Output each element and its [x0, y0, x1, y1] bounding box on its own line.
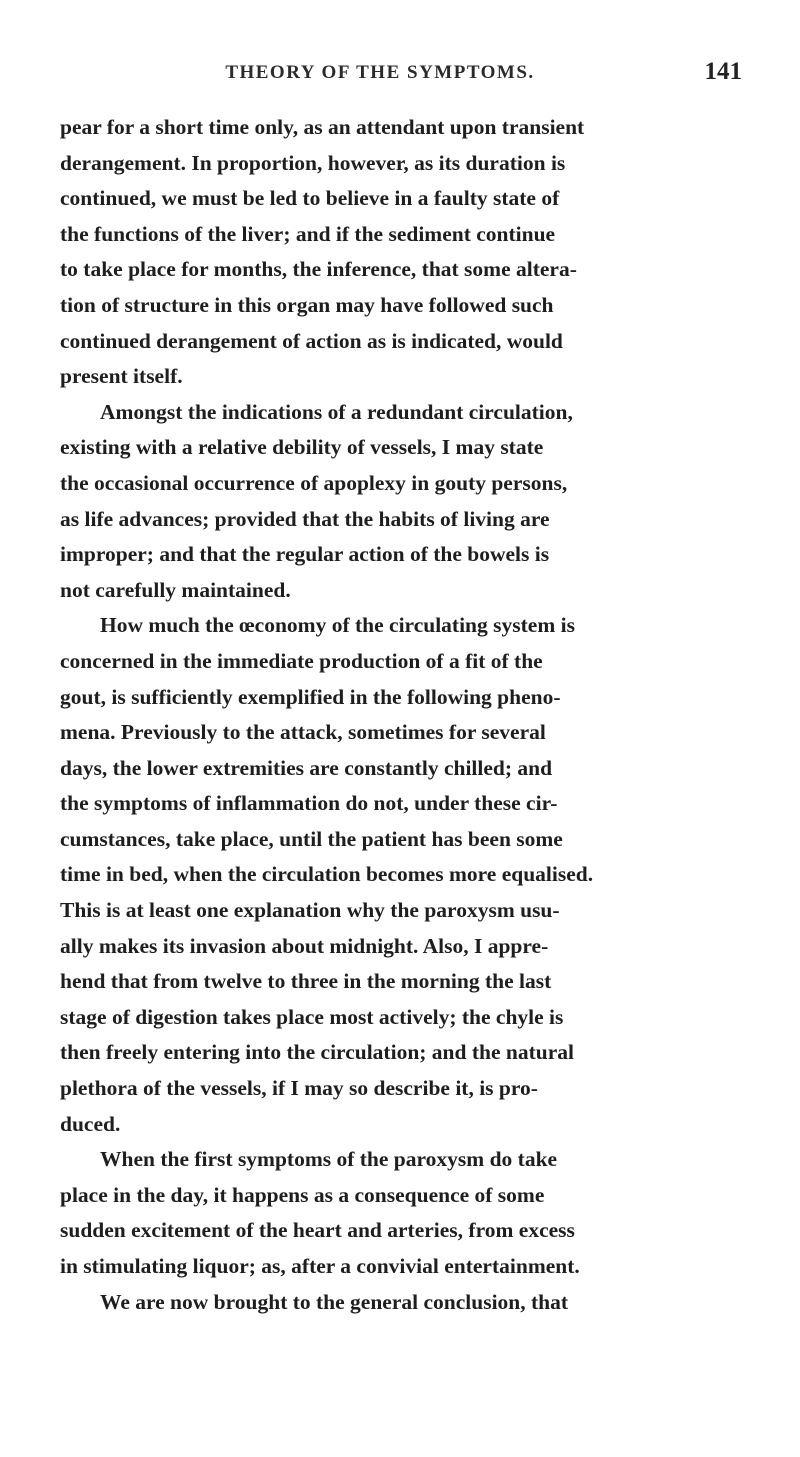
body-text — [60, 110, 742, 1320]
text-line: cumstances, take place, until the patient has been some — [60, 826, 563, 851]
text-line: hend that from twelve to three in the morning the last — [60, 969, 552, 994]
text-line: ally makes its invasion about midnight. Also, I appre- — [60, 933, 549, 958]
text-line: pear for a short time only, as an attendant upon transient — [60, 115, 585, 139]
paragraph-start-line: Amongst the indications of a redundant circulation, — [100, 399, 573, 424]
text-line: present itself. — [60, 364, 183, 389]
text-line: as life advances; provided that the habits of living are — [60, 506, 550, 531]
running-head — [0, 58, 800, 94]
text-line: place in the day, it happens as a consequence of some — [60, 1182, 545, 1207]
text-line: plethora of the vessels, if I may so describe it, is pro- — [60, 1076, 538, 1101]
text-line: days, the lower extremities are constantly chilled; and — [60, 755, 553, 780]
text-line: This is at least one explanation why the paroxysm usu- — [60, 898, 560, 923]
text-line: tion of structure in this organ may have followed such — [60, 292, 554, 317]
running-title: THEORY OF THE SYMPTOMS. — [225, 62, 535, 83]
text-line: stage of digestion takes place most actively; the chyle is — [60, 1004, 564, 1029]
text-line: mena. Previously to the attack, sometimes for several — [60, 720, 546, 745]
text-line: the symptoms of inflammation do not, under these cir- — [60, 791, 558, 816]
text-line: to take place for months, the inference, that some altera- — [60, 257, 577, 282]
paragraph-start-line: We are now brought to the general conclusion, that — [100, 1289, 569, 1314]
text-line: duced. — [60, 1111, 121, 1136]
text-line: continued, we must be led to believe in a faulty state of — [60, 186, 560, 211]
paragraph-start-line: When the first symptoms of the paroxysm do take — [100, 1147, 558, 1172]
text-line: sudden excitement of the heart and arteries, from excess — [60, 1218, 575, 1243]
text-line: not carefully maintained. — [60, 577, 291, 602]
text-line: then freely entering into the circulation; and the natural — [60, 1040, 574, 1065]
page-number: 141 — [704, 58, 742, 85]
text-line: existing with a relative debility of vessels, I may state — [60, 435, 544, 460]
text-line: improper; and that the regular action of the bowels is — [60, 542, 550, 567]
paragraph-start-line: How much the œconomy of the circulating system is — [100, 613, 575, 638]
text-line: the functions of the liver; and if the sediment continue — [60, 221, 556, 246]
text-line: the occasional occurrence of apoplexy in gouty persons, — [60, 470, 568, 495]
text-line: gout, is sufficiently exemplified in the following pheno- — [60, 684, 561, 709]
text-line: in stimulating liquor; as, after a convivial entertainment. — [60, 1254, 580, 1278]
text-line: continued derangement of action as is indicated, would — [60, 328, 563, 353]
text-line: derangement. In proportion, however, as its duration is — [60, 150, 566, 175]
text-line: concerned in the immediate production of a fit of the — [60, 648, 543, 673]
text-line: time in bed, when the circulation becomes more equalised. — [60, 862, 594, 887]
